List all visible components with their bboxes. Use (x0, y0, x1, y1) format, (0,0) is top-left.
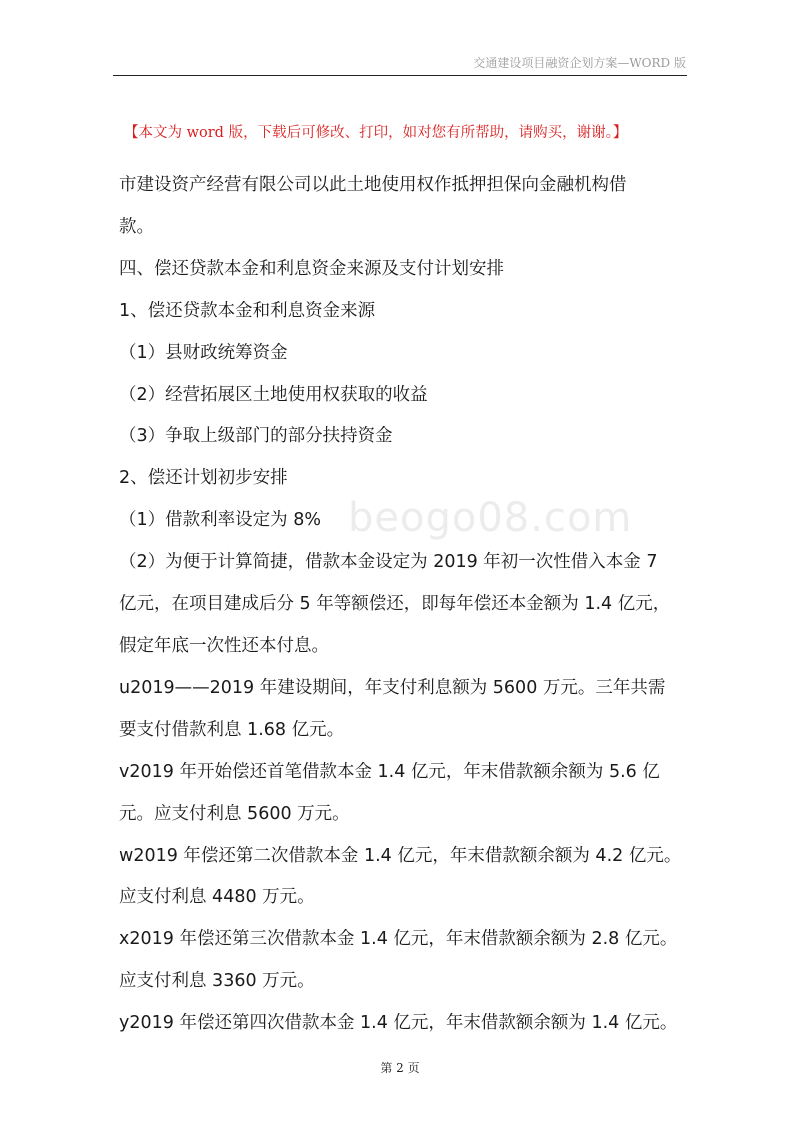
body-line: 市建设资产经营有限公司以此土地使用权作抵押担保向金融机构借 (119, 175, 627, 195)
list-item: （1）借款利率设定为 8% (119, 510, 321, 531)
download-notice: 【本文为 word 版，下载后可修改、打印，如对您有所帮助，请购买，谢谢。】 (124, 125, 628, 141)
list-item: （3）争取上级部门的部分扶持资金 (119, 426, 393, 447)
body-line: w2019 年偿还第二次借款本金 1.4 亿元，年末借款额余额为 4.2 亿元。 (119, 845, 682, 866)
watermark: beogo08.com (348, 495, 633, 541)
list-item: （2）经营拓展区土地使用权获取的收益 (119, 384, 428, 405)
body-line: 假定年底一次性还本付息。 (119, 635, 329, 656)
body-line: v2019 年开始偿还首笔借款本金 1.4 亿元，年末借款额余额为 5.6 亿 (119, 761, 660, 782)
section-heading: 四、偿还贷款本金和利息资金来源及支付计划安排 (119, 258, 504, 279)
subsection-heading: 2、偿还计划初步安排 (119, 468, 288, 489)
body-line: 要支付借款利息 1.68 亿元。 (119, 719, 345, 740)
body-line: 亿元，在项目建成后分 5 年等额偿还，即每年偿还本金额为 1.4 亿元， (119, 594, 671, 615)
body-line: 应支付利息 4480 万元。 (119, 887, 315, 908)
body-line: 款。 (119, 216, 154, 237)
subsection-heading: 1、偿还贷款本金和利息资金来源 (119, 300, 376, 321)
list-item: （2）为便于计算简捷，借款本金设定为 2019 年初一次性借入本金 7 (119, 552, 658, 573)
body-line: 应支付利息 3360 万元。 (119, 971, 315, 992)
document-body (119, 165, 689, 1045)
header-divider (113, 75, 687, 76)
body-line: 元。应支付利息 5600 万元。 (119, 803, 350, 824)
body-line: x2019 年偿还第三次借款本金 1.4 亿元，年末借款额余额为 2.8 亿元。 (119, 929, 678, 950)
list-item: （1）县财政统筹资金 (119, 342, 288, 363)
running-header: 交通建设项目融资企划方案—WORD 版 (473, 56, 686, 70)
page-number: 第 2 页 (380, 1061, 420, 1075)
body-line: u2019——2019 年建设期间，年支付利息额为 5600 万元。三年共需 (119, 677, 666, 698)
body-line: y2019 年偿还第四次借款本金 1.4 亿元，年末借款额余额为 1.4 亿元。 (119, 1013, 678, 1034)
